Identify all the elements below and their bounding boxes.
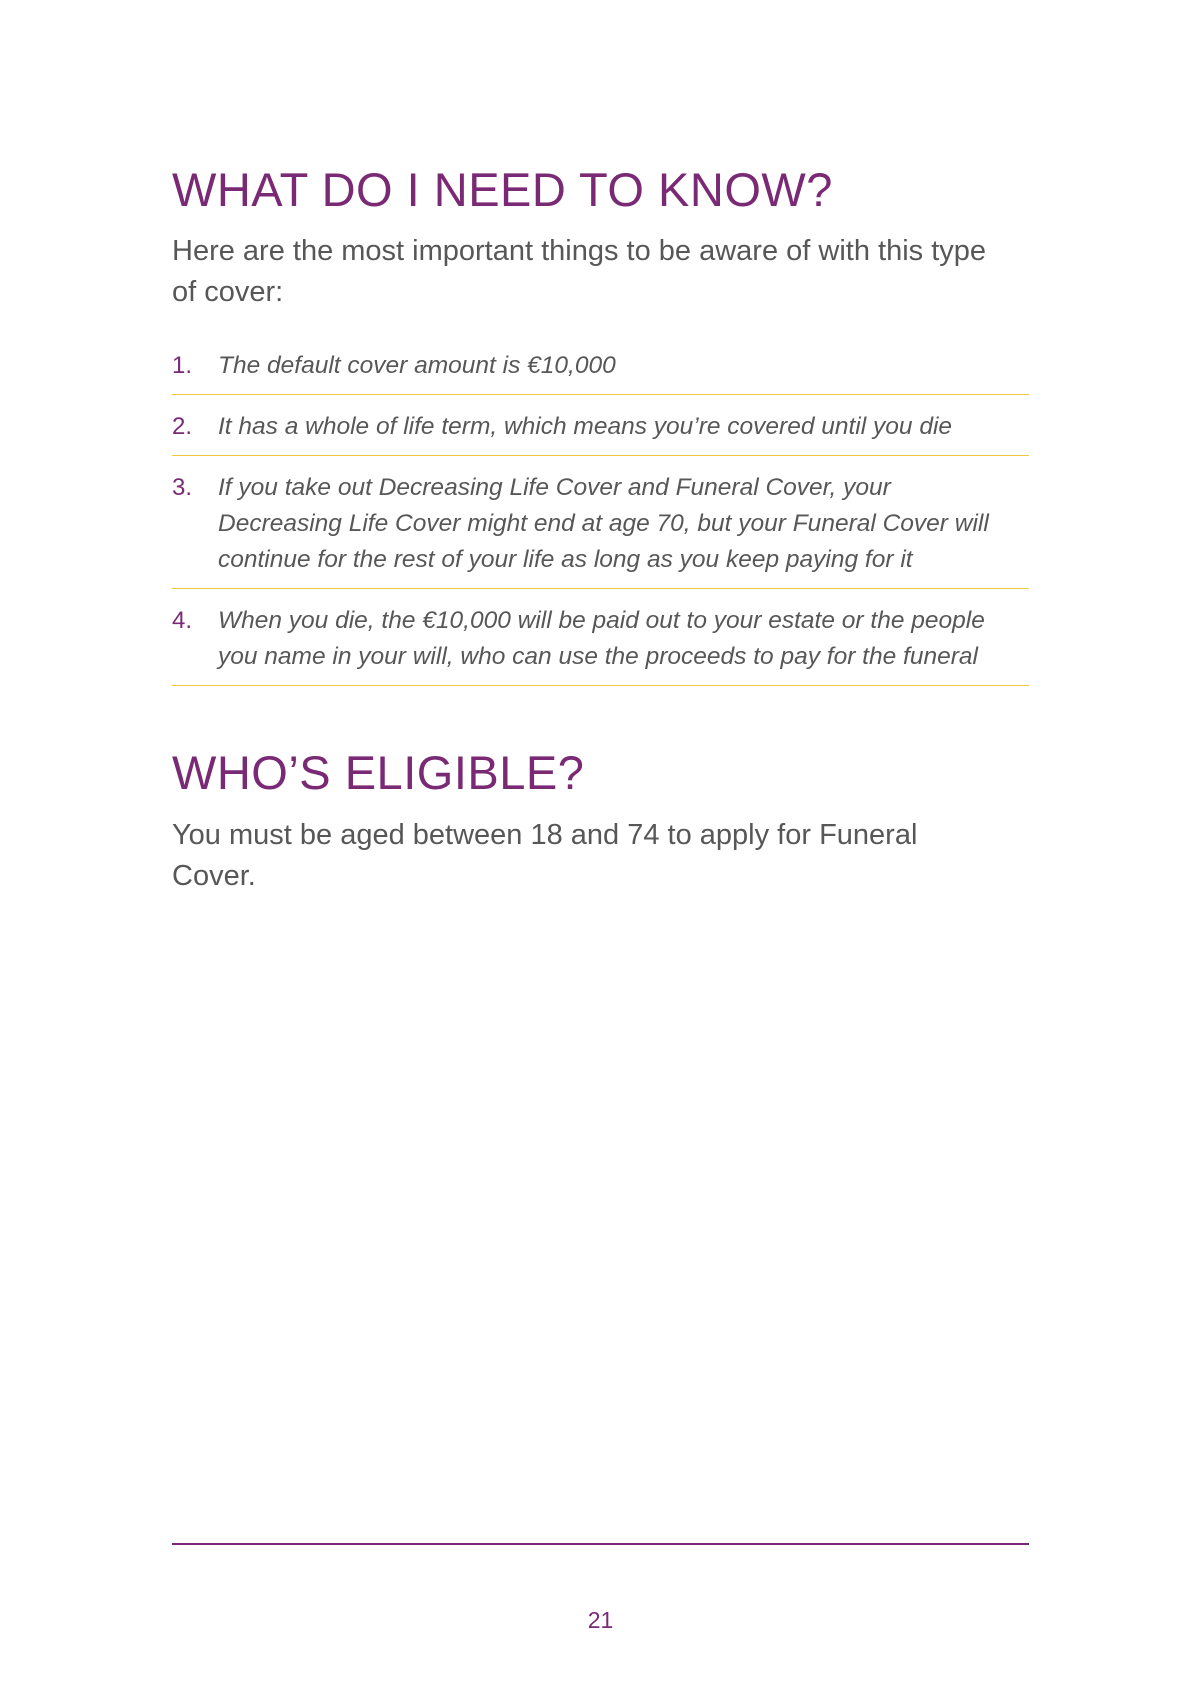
list-item [172, 466, 1029, 589]
list-item-text: When you die, the €10,000 will be paid out to your estate or the people you name in your will, who can use the proceeds to pay for the funeral [218, 607, 985, 670]
list-item-text: If you take out Decreasing Life Cover and Funeral Cover, your Decreasing Life Cover might end at age 70, but your Funeral Cover will continue for the rest of your life as long as you keep paying for it [218, 474, 989, 573]
section-heading-what-to-know: WHAT DO I NEED TO KNOW? [172, 163, 833, 216]
page-number: 21 [587, 1607, 614, 1633]
list-item [172, 344, 1029, 395]
list-item-text: It has a whole of life term, which means you’re covered until you die [218, 413, 953, 440]
section-heading-eligibility: WHO’S ELIGIBLE? [172, 746, 585, 799]
list-item-number: 4. [172, 607, 193, 634]
list-item-number: 1. [172, 352, 193, 379]
list-item-number: 2. [172, 413, 193, 440]
document-page [172, 0, 1029, 1684]
section-intro: Here are the most important things to be aware of with this type of cover: [172, 235, 987, 308]
footer-divider [172, 1543, 1029, 1545]
eligibility-text: You must be aged between 18 and 74 to apply for Funeral Cover. [172, 819, 918, 892]
list-item-text: The default cover amount is €10,000 [218, 352, 616, 379]
key-points-list [172, 344, 1029, 696]
list-item [172, 599, 1029, 686]
list-item [172, 405, 1029, 456]
list-item-number: 3. [172, 474, 193, 501]
